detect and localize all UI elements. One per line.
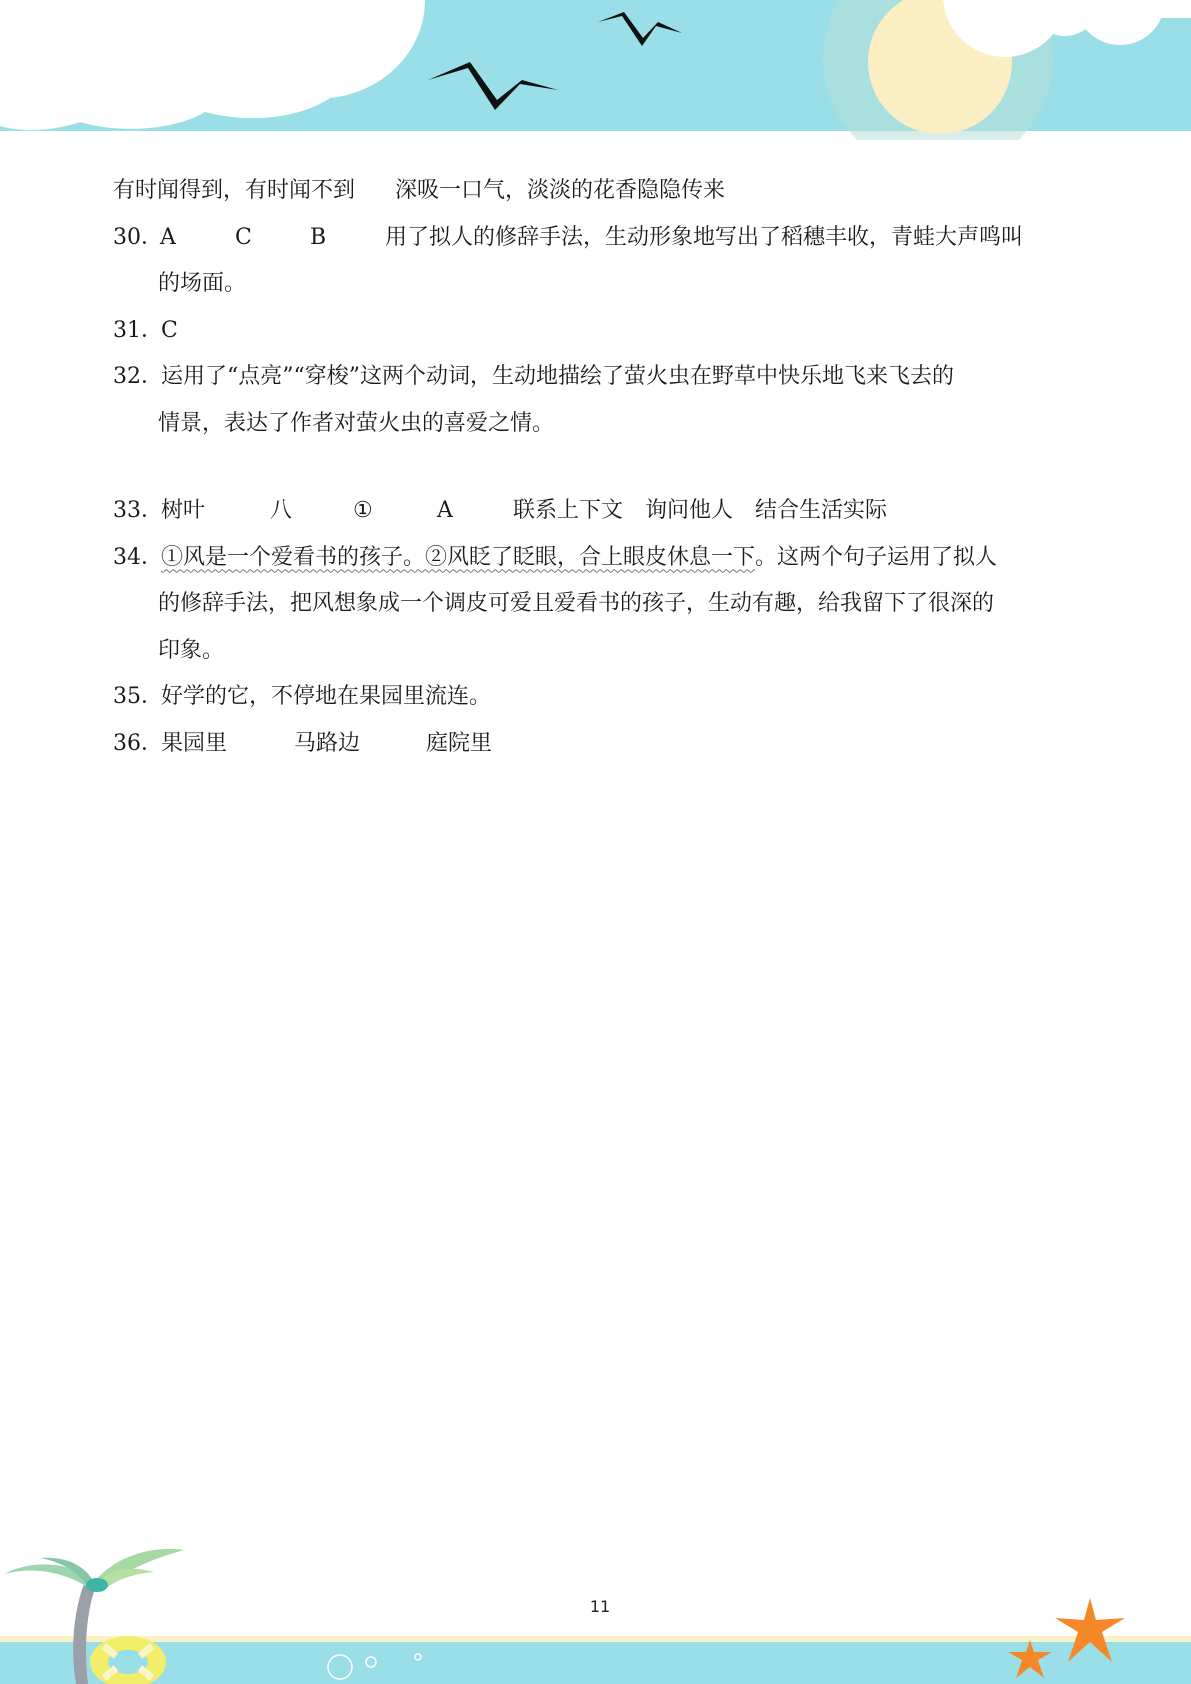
answer-text: 好学的它，不停地在果园里流连。 (161, 684, 492, 709)
answer-choice: C (235, 224, 252, 250)
answer-choice: ① (353, 498, 373, 523)
answer-30 (113, 215, 1083, 262)
answer-choice: B (310, 224, 327, 250)
answer-text: 联系上下文 (513, 498, 624, 523)
answer-33 (113, 488, 1083, 535)
answer-text: 运用了“点亮”“穿梭”这两个动词，生动地描绘了萤火虫在野草中快乐地飞来飞去的 (161, 364, 954, 389)
answer-text: 庭院里 (426, 730, 493, 756)
question-number: 31． (113, 317, 163, 343)
footer-beach-banner (0, 1530, 1191, 1684)
answer-34-cont (113, 581, 1083, 628)
answer-35 (113, 674, 1083, 721)
answer-text: 的场面。 (158, 271, 247, 296)
answer-document (113, 168, 1083, 767)
question-number: 34． (113, 544, 163, 570)
answer-34-cont (113, 628, 1083, 675)
answer-text: 。这两个句子运用了拟人 (755, 544, 998, 570)
question-number: 32． (113, 364, 163, 389)
answer-32 (113, 354, 1083, 401)
answer-text: 深吸一口气，淡淡的花香隐隐传来 (395, 178, 726, 203)
underlined-sentences: ①风是一个爱看书的孩子。②风眨了眨眼，合上眼皮休息一下 (161, 544, 756, 570)
answer-text: 询问他人 (645, 498, 734, 523)
answer-text: 果园里 (161, 730, 228, 756)
answer-31 (113, 308, 1083, 355)
answer-36 (113, 721, 1083, 768)
answer-text: 印象。 (158, 637, 225, 663)
answer-text: 情景，表达了作者对萤火虫的喜爱之情。 (158, 410, 555, 436)
answer-choice: 八 (270, 498, 293, 523)
answer-34 (113, 535, 1083, 582)
header-sky-banner (0, 0, 1191, 140)
question-number: 33． (113, 498, 163, 523)
question-number: 36． (113, 730, 163, 756)
answer-text: 用了拟人的修辞手法，生动形象地写出了稻穗丰收，青蛙大声鸣叫 (385, 224, 1024, 250)
answer-text: 有时闻得到，有时闻不到 (113, 178, 356, 203)
answer-30-cont (113, 261, 1083, 308)
page-number: 11 (589, 1597, 611, 1616)
question-number: 35． (113, 684, 163, 709)
answer-choice: 树叶 (161, 498, 206, 523)
question-number: 30． (113, 224, 163, 250)
answer-text: 的修辞手法，把风想象成一个调皮可爱且爱看书的孩子，生动有趣，给我留下了很深的 (158, 591, 995, 616)
answer-choice: C (161, 317, 178, 343)
answer-line-continuation (113, 168, 1083, 215)
answer-text: 马路边 (294, 730, 361, 756)
answer-32-cont (113, 401, 1083, 448)
answer-text: 结合生活实际 (755, 498, 888, 523)
answer-choice: A (437, 498, 453, 523)
answer-choice: A (160, 224, 176, 250)
